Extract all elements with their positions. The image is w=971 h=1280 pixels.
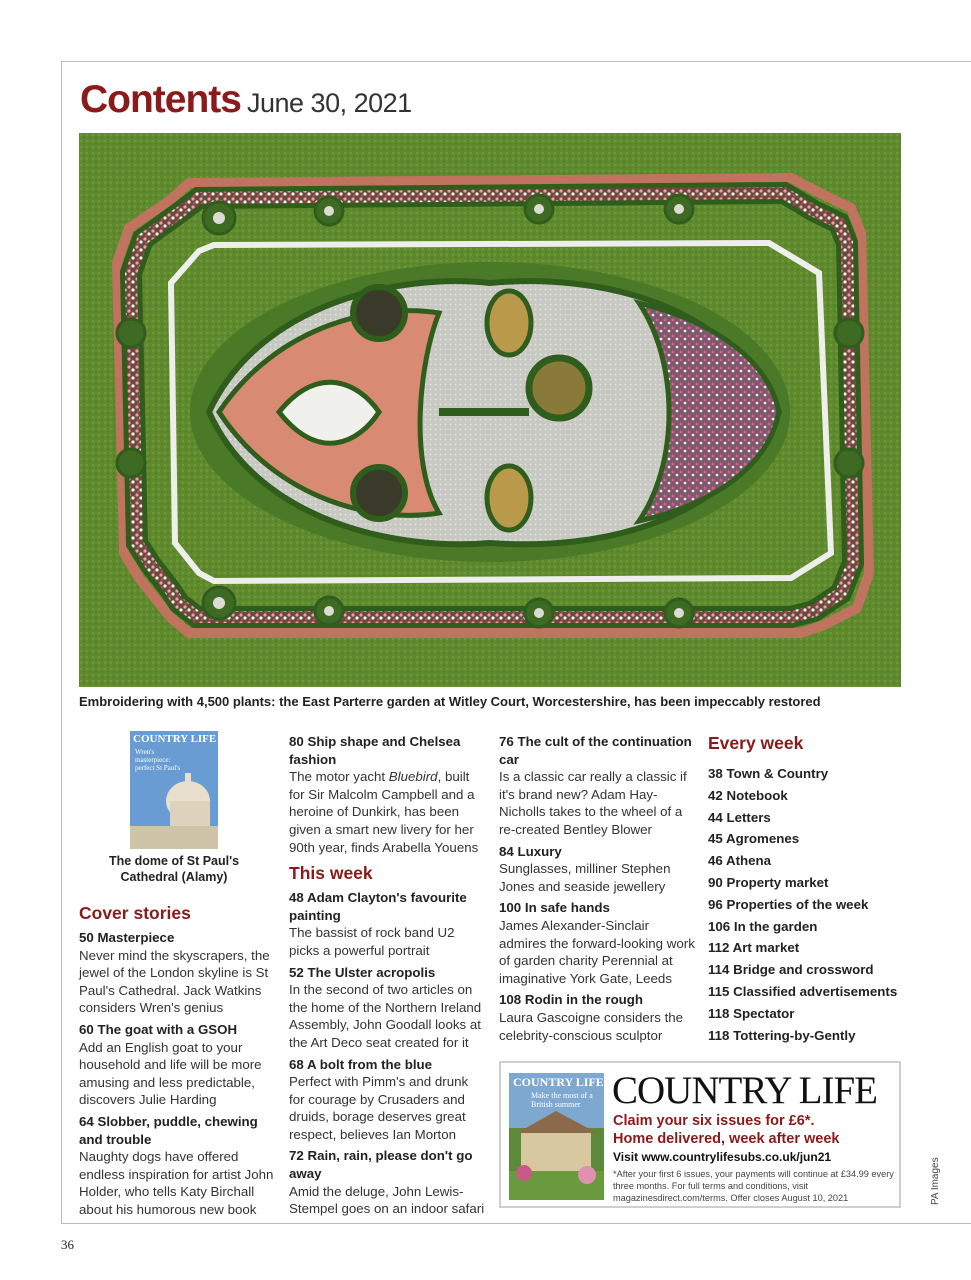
ad-mini-headline: Make the most of a British summer [531, 1091, 593, 1109]
list-item[interactable]: 68 A bolt from the blue Perfect with Pimm's and drunk for courage by Crusaders and druids, borage deserves great respect, believes Ian Morton [289, 1056, 469, 1142]
list-item[interactable]: 100 In safe hands James Alexander-Sinclair admires the forward-looking work of garden charity Perennial at imaginative York Gate, Leeds [499, 900, 695, 986]
page-title: Contents [80, 78, 241, 121]
ad-mini-masthead: COUNTRY LIFE [513, 1075, 604, 1089]
list-item[interactable]: 45 Agromenes [708, 831, 800, 847]
cover-headline: Wren's masterpiece: perfect St Paul's [135, 748, 181, 772]
parterre-photo [79, 133, 901, 687]
list-item[interactable]: 44 Letters [708, 809, 771, 825]
list-item[interactable]: 108 Rodin in the rough Laura Gascoigne considers the celebrity-conscious sculptor [499, 992, 684, 1043]
every-week-list [708, 731, 908, 1046]
list-item[interactable]: 96 Properties of the week [708, 896, 869, 912]
section-heading: Cover stories [79, 903, 191, 923]
list-item[interactable]: 80 Ship shape and Chelsea fashion The motor yacht Bluebird, built for Sir Malcolm Campbell and a heroine of Dunkirk, has been given a smart new livery for her 90th year, finds Arabella Youens [289, 734, 479, 855]
list-item[interactable]: 118 Spectator [708, 1005, 795, 1021]
page-number: 36 [61, 1237, 74, 1252]
column-cover-stories [79, 896, 275, 1223]
list-item[interactable]: 50 Masterpiece Never mind the skyscrapers, the jewel of the London skyline is St Paul's Cathedral. Jack Watkins considers Wren's genius [79, 930, 270, 1016]
list-item[interactable]: 64 Slobber, puddle, chewing and trouble Naughty dogs have offered endless inspiration for artist John Holder, who tells Katy Birchall about his humorous new book [79, 1113, 274, 1217]
list-item[interactable]: 115 Classified advertisements [708, 983, 898, 999]
list-item[interactable]: 52 The Ulster acropolis In the second of two articles on the home of the Northern Ireland Assembly, John Goodall looks at the Art Deco seat created for it [289, 964, 482, 1050]
ad-fine-print: *After your first 6 issues, your payments will continue at £34.99 every three months. For full terms and conditions, visit magazinesdirect.com/terms. Offer closes August 10, 2021 [613, 1169, 894, 1203]
list-item[interactable]: 38 Town & Country [708, 766, 829, 781]
list-item[interactable]: 106 In the garden [708, 918, 818, 934]
column-this-week [289, 733, 485, 1222]
cover-caption: The dome of St Paul's Cathedral (Alamy) [108, 854, 240, 884]
list-item[interactable]: 90 Property market [708, 874, 829, 890]
list-item[interactable]: 112 Art market [708, 940, 800, 956]
photo-caption: Embroidering with 4,500 plants: the East Parterre garden at Witley Court, Worcestershire, has been impeccably restored [79, 694, 821, 709]
list-item[interactable]: 76 The cult of the continuation car Is a classic car really a classic if it's brand new? Adam Hay-Nicholls takes to the wheel of a re-created Bentley Blower [499, 734, 692, 837]
contents-header [80, 78, 412, 122]
ad-brand: COUNTRY LIFE [612, 1069, 877, 1112]
list-item[interactable]: 84 Luxury Sunglasses, milliner Stephen Jones and seaside jewellery [499, 843, 671, 894]
subscription-ad[interactable] [499, 1061, 901, 1208]
photo-credit: PA Images [930, 1157, 941, 1205]
ad-visit-link[interactable]: Visit www.countrylifesubs.co.uk/jun21 [613, 1150, 832, 1164]
list-item[interactable]: 42 Notebook [708, 787, 788, 803]
column-features [499, 733, 695, 1048]
list-item[interactable]: 60 The goat with a GSOH Add an English goat to your household and life will be more amusing and less predictable, discovers Julie Harding [79, 1021, 262, 1108]
section-heading: Every week [708, 733, 804, 753]
list-item[interactable]: 46 Athena [708, 853, 772, 869]
cover-masthead: COUNTRY LIFE [133, 733, 217, 745]
list-item[interactable]: 118 Tottering-by-Gently [708, 1027, 856, 1043]
list-item[interactable]: 114 Bridge and crossword [708, 962, 874, 978]
list-item[interactable]: 48 Adam Clayton's favourite painting The bassist of rock band U2 picks a powerful portrait [289, 890, 467, 958]
section-heading: This week [289, 863, 373, 884]
list-item[interactable]: 72 Rain, rain, please don't go away Amid the deluge, John Lewis-Stempel goes on an indoor safari [289, 1148, 485, 1217]
issue-date: June 30, 2021 [247, 88, 412, 118]
ad-claim: Claim your six issues for £6*. Home delivered, week after week [613, 1113, 840, 1147]
